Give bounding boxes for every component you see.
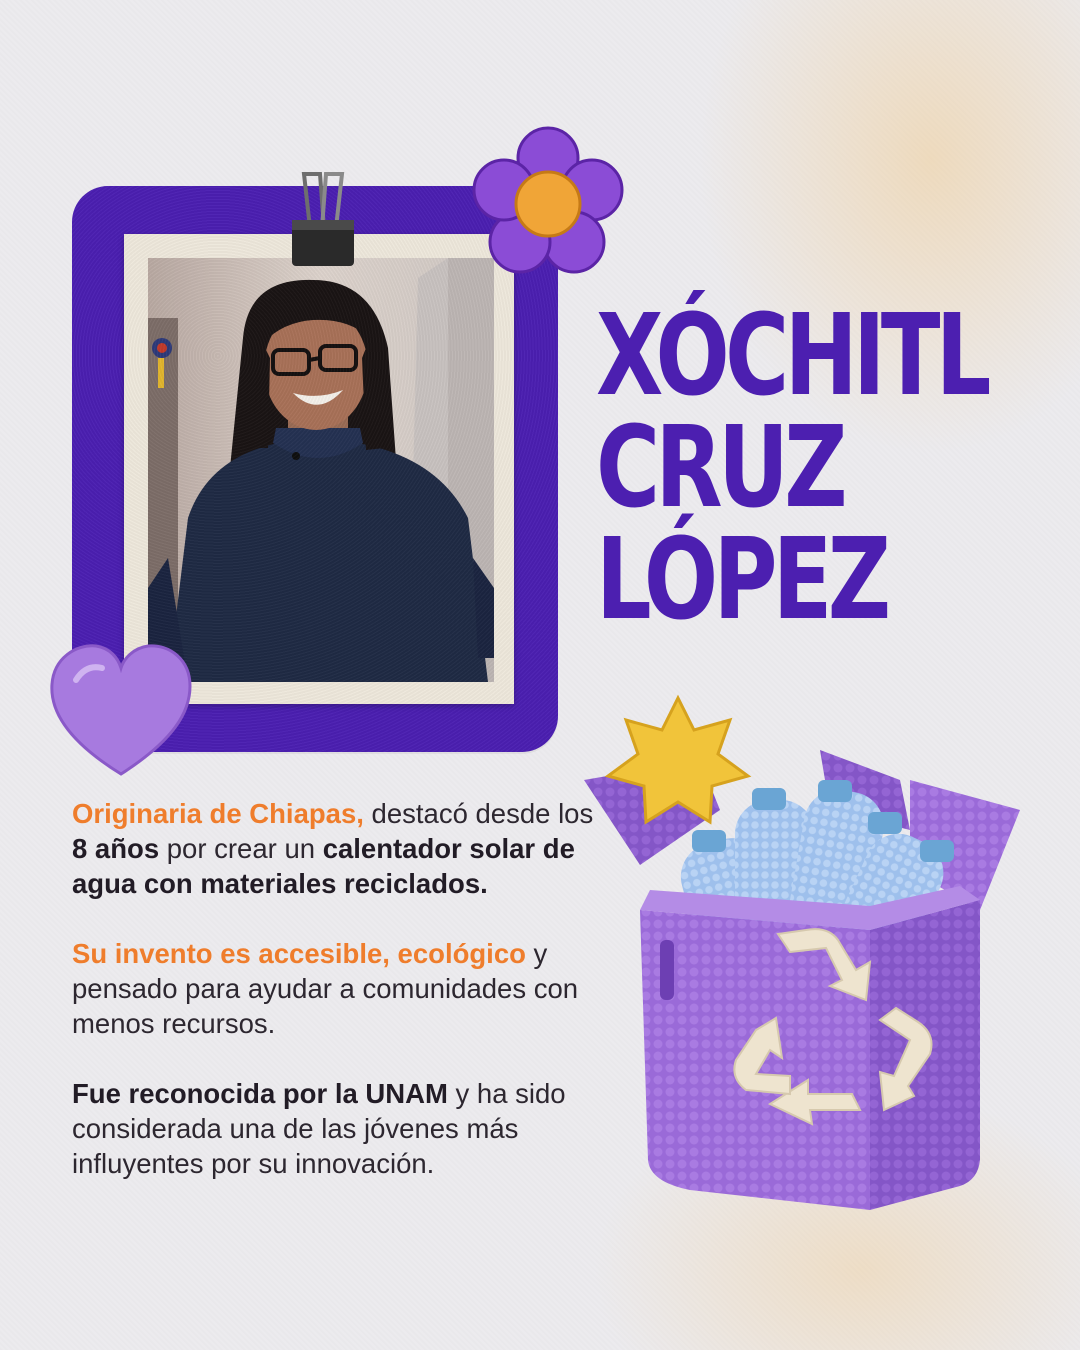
portrait-illustration (148, 258, 494, 682)
bio-paragraph-1 (72, 796, 612, 901)
bio-highlight: Originaria de Chiapas, (72, 798, 364, 829)
bio-text (72, 796, 612, 1216)
bio-paragraph-3 (72, 1076, 612, 1181)
photo-paper (124, 234, 514, 704)
bio-text-span: destacó desde los (363, 798, 594, 829)
crochet-flower-icon (470, 124, 626, 280)
name-line-1: XÓCHITL (596, 291, 987, 421)
recycle-box-illustration (580, 690, 1030, 1220)
bio-paragraph-2 (72, 936, 612, 1041)
bio-text-span: por crear un (159, 833, 323, 864)
bio-highlight: Su invento es accesible, ecológico (72, 938, 526, 969)
person-name (596, 291, 987, 645)
binder-clip-icon (290, 168, 356, 268)
name-line-3: LÓPEZ (596, 515, 887, 645)
portrait-photo (148, 258, 494, 682)
name-line-2: CRUZ (596, 403, 843, 533)
bio-bold-span: calentador solar de agua con materiales reciclados. (72, 833, 575, 899)
bio-text-span: y ha sido considerada una de las jóvenes más influyentes por su innovación. (72, 1078, 566, 1179)
crochet-heart-icon (46, 640, 196, 780)
bio-text-span: y pensado para ayudar a comunidades con menos recursos. (72, 938, 579, 1039)
bio-bold-span: 8 años (72, 833, 160, 864)
bio-bold-span: Fue reconocida por la UNAM (72, 1078, 448, 1109)
